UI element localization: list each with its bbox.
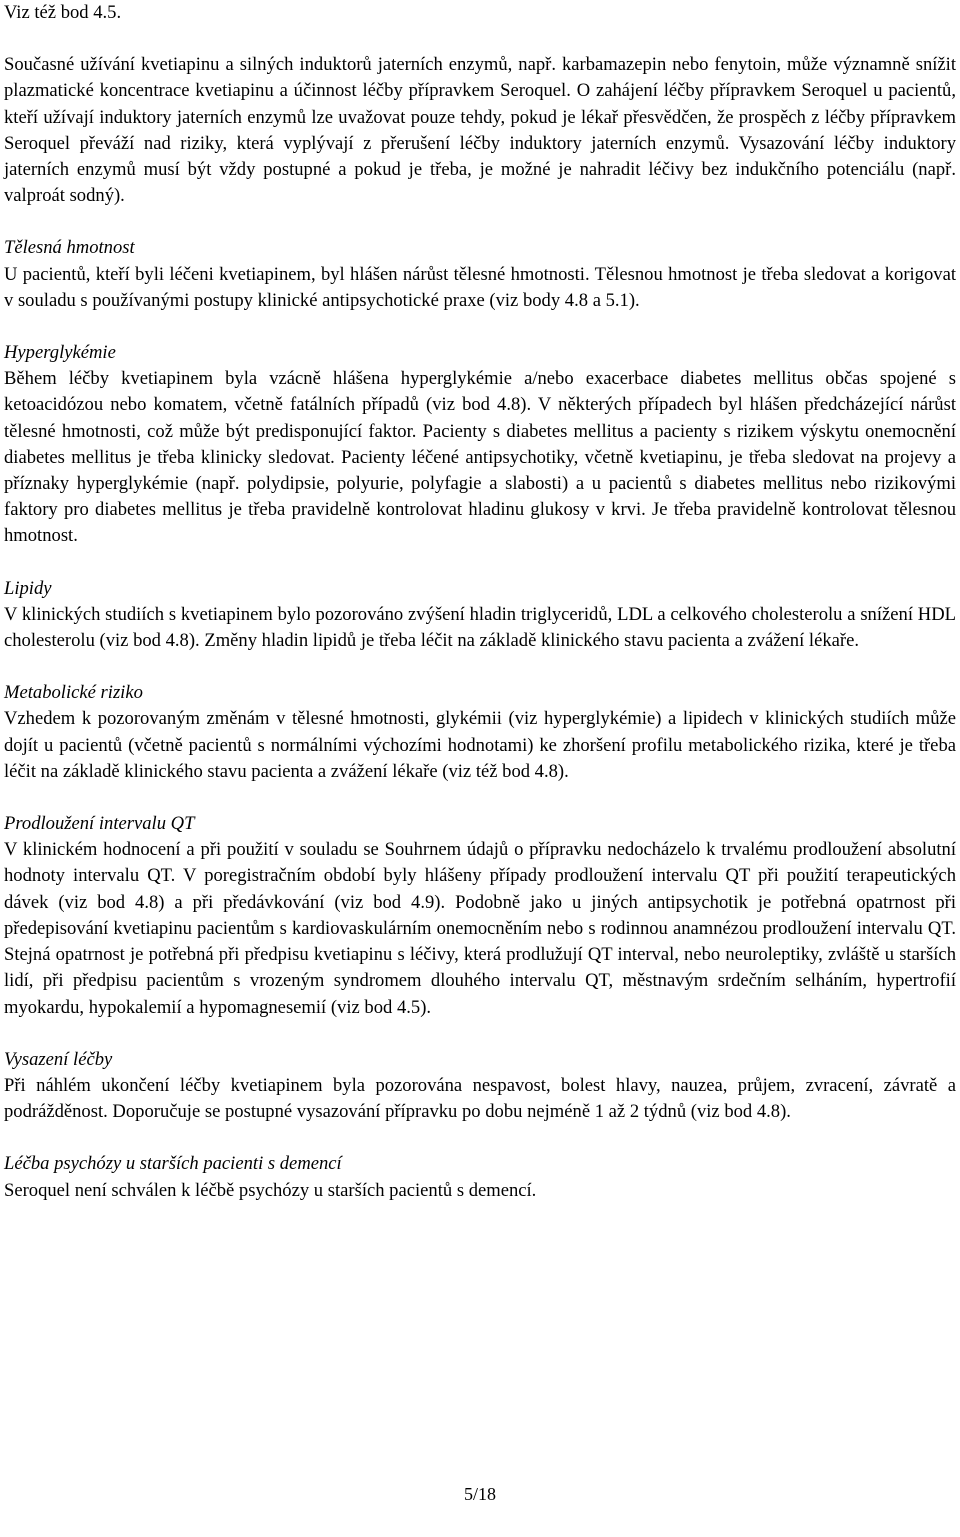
section-text: Během léčby kvetiapinem byla vzácně hlášena hyperglykémie a/nebo exacerbace diabetes mellitus občas spojené s ketoacidózou nebo komatem, včetně fatálních případů (viz bod 4.8). V některých případech byl hlášen předcházející nárůst tělesné hmotnosti, což může být predisponující faktor. Pacienty s diabetes mellitus a pacienty s rizikem výskytu onemocnění diabetes mellitus je třeba klinicky sledovat. Pacienty léčené antipsychotiky, včetně kvetiapinu, je třeba sledovat na projevy a příznaky hyperglykémie (např. polydipsie, polyurie, polyfagie a slabosti) a u pacientů s diabetes mellitus nebo rizikovými faktory pro diabetes mellitus je třeba pravidelně kontrolovat hladinu glukosy v krvi. Je třeba pravidelně kontrolovat tělesnou hmotnost. xyxy=(4,368,956,547)
section-qt-prolongation xyxy=(4,811,956,1021)
section-heading: Hyperglykémie xyxy=(4,342,116,364)
section-hyperglycemia xyxy=(4,340,956,550)
section-text: Při náhlém ukončení léčby kvetiapinem byla pozorována nespavost, bolest hlavy, nauzea, průjem, zvracení, závratě a podrážděnost. Doporučuje se postupné vysazování přípravku po dobu nejméně 1 až 2 týdnů (viz bod 4.8). xyxy=(4,1074,956,1123)
section-heading: Léčba psychózy u starších pacienti s demencí xyxy=(4,1153,342,1175)
inducers-paragraph: Současné užívání kvetiapinu a silných induktorů jaterních enzymů, např. karbamazepin nebo fenytoin, může významně snížit plazmatické koncentrace kvetiapinu a účinnost léčby přípravkem Seroquel. O zahájení léčby přípravkem Seroquel u pacientů, kteří užívají induktory jaterních enzymů lze uvažovat pouze tehdy, pokud je lékař přesvědčen, že prospěch z léčby přípravkem Seroquel převáží nad riziky, která vyplývají z přerušení léčby induktory jaterních enzymů. Vysazování léčby induktory jaterních enzymů musí být vždy postupné a pokud je třeba, je možné je nahradit léčivy bez indukčního potenciálu (např. valproát sodný). xyxy=(4,54,956,207)
section-metabolic-risk xyxy=(4,680,956,785)
section-discontinuation xyxy=(4,1047,956,1126)
document-page xyxy=(4,0,956,1204)
section-text: U pacientů, kteří byli léčeni kvetiapinem, byl hlášen nárůst tělesné hmotnosti. Tělesnou hmotnost je třeba sledovat a korigovat v souladu s používanými postupy klinické antipsychotické praxe (viz body 4.8 a 5.1). xyxy=(4,263,956,311)
cross-reference: Viz též bod 4.5. xyxy=(4,2,122,23)
section-heading: Lipidy xyxy=(4,577,52,599)
section-heading: Vysazení léčby xyxy=(4,1048,113,1070)
section-text: V klinických studiích s kvetiapinem bylo pozorováno zvýšení hladin triglyceridů, LDL a celkového cholesterolu a snížení HDL cholesterolu (viz bod 4.8). Změny hladin lipidů je třeba léčit na základě klinického stavu pacienta a zvážení lékaře. xyxy=(4,603,956,652)
page-number: 5/18 xyxy=(463,1484,496,1504)
section-heading: Tělesná hmotnost xyxy=(4,237,135,259)
section-dementia-psychosis xyxy=(4,1151,956,1203)
section-lipids xyxy=(4,576,956,655)
section-text: V klinickém hodnocení a při použití v souladu se Souhrnem údajů o přípravku nedocházelo k trvalému prodloužení absolutní hodnoty intervalu QT. V poregistračním období byly hlášeny případy prodloužení intervalu QT při použití terapeutických dávek (viz bod 4.8) a při předávkování (viz bod 4.9). Podobně jako u jiných antipsychotik je potřebná opatrnost při předepisování kvetiapinu pacientům s kardiovaskulárním onemocněním nebo s rodinnou anamnézou prodloužení intervalu QT. Stejná opatrnost je potřebná při předpisu kvetiapinu s léčivy, která prodlužují QT interval, nebo neuroleptiky, zvláště u starších lidí, při předpisu pacientům s vrozeným syndromem dlouhého intervalu QT, městnavým srdečním selháním, hypertrofií myokardu, hypokalemií a hypomagnesemií (viz bod 4.5). xyxy=(4,839,956,1018)
section-weight xyxy=(4,235,956,314)
section-heading: Metabolické riziko xyxy=(4,682,143,704)
section-text: Seroquel není schválen k léčbě psychózy u starších pacientů s demencí. xyxy=(4,1179,537,1201)
section-heading: Prodloužení intervalu QT xyxy=(4,813,195,835)
section-text: Vzhedem k pozorovaným změnám v tělesné hmotnosti, glykémii (viz hyperglykémie) a lipidech v klinických studiích může dojít u pacientů (včetně pacientů s normálními výchozími hodnotami) ke zhoršení profilu metabolického rizika, které je třeba léčit na základě klinického stavu pacienta a zvážení lékaře (viz též bod 4.8). xyxy=(4,708,956,782)
